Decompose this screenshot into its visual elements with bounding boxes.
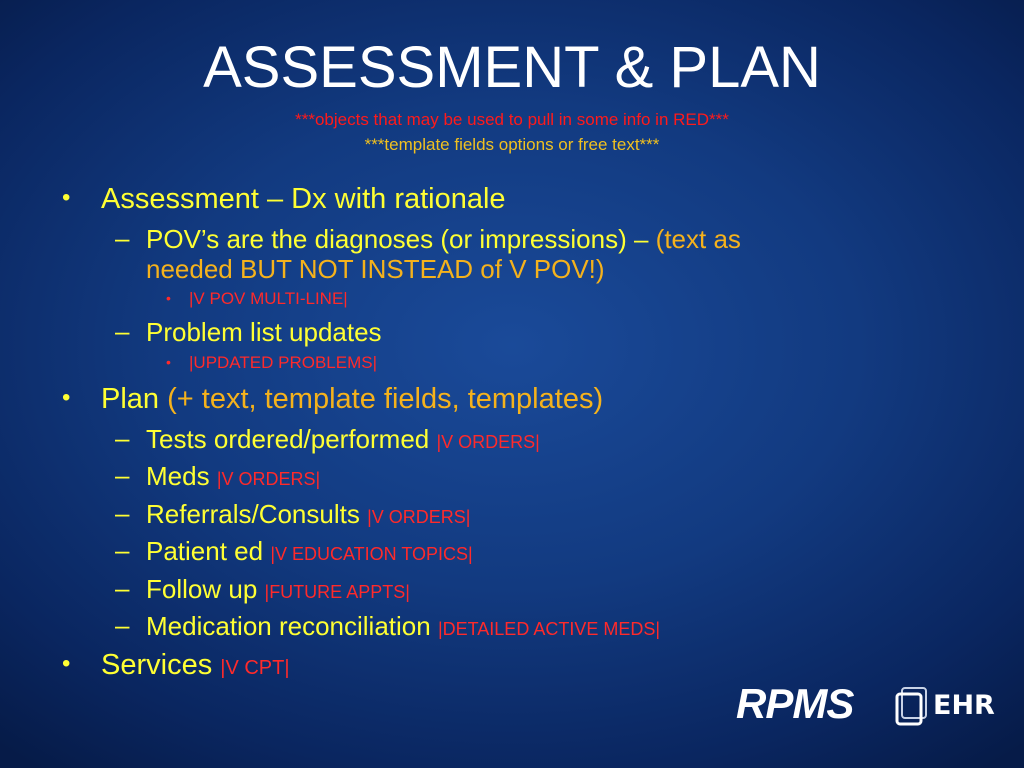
plan-item-object: |FUTURE APPTS| [264, 582, 410, 602]
pov-object: |V POV MULTI-LINE| [189, 289, 348, 308]
pov-text: POV’s are the diagnoses (or impressions) – [146, 224, 649, 254]
plan-item-object: |V ORDERS| [436, 432, 540, 452]
plan-item-text: Referrals/Consults [146, 499, 360, 529]
bullet-icon: • [166, 290, 171, 306]
services-item [101, 648, 290, 685]
logo-window-icon [894, 686, 930, 726]
plan-item-object: |V ORDERS| [216, 469, 321, 489]
rpms-ehr-logo [736, 680, 996, 728]
plan-item [146, 574, 410, 607]
problem-list-object: |UPDATED PROBLEMS| [189, 353, 377, 372]
dash-icon: – [115, 610, 130, 640]
dash-icon: – [115, 573, 130, 603]
plan-item-text: Meds [146, 461, 210, 491]
services-label: Services [101, 649, 213, 681]
plan-item-object: |V EDUCATION TOPICS| [270, 544, 473, 564]
bullet-icon: • [62, 384, 71, 411]
services-object: |V CPT| [220, 657, 290, 679]
dash-icon: – [115, 498, 130, 528]
dash-icon: – [115, 223, 130, 253]
assessment-heading: Assessment – Dx with rationale [101, 183, 506, 215]
plan-item [146, 499, 470, 532]
plan-item [146, 461, 320, 494]
subtitle-red-objects: ***objects that may be used to pull in some info in RED*** [295, 110, 729, 129]
plan-item [146, 424, 540, 457]
plan-item-object: |V ORDERS| [367, 507, 471, 527]
dash-icon: – [115, 316, 130, 346]
pov-note: (text as [655, 224, 741, 254]
slide-title: ASSESSMENT & PLAN [203, 35, 821, 100]
problem-list-text: Problem list updates [146, 317, 382, 347]
logo-ehr-text: EHR [933, 690, 995, 721]
plan-item-object: |DETAILED ACTIVE MEDS| [437, 619, 661, 639]
logo-rpms-text: RPMS [736, 680, 854, 727]
plan-item-text: Follow up [146, 574, 258, 604]
plan-item-text: Medication reconciliation [146, 611, 431, 641]
dash-icon: – [115, 423, 130, 453]
bullet-icon: • [62, 650, 71, 677]
plan-item [146, 611, 660, 644]
plan-item-text: Tests ordered/performed [146, 424, 430, 454]
dash-icon: – [115, 460, 130, 490]
pov-item [146, 224, 741, 254]
subtitle-template-fields: ***template fields options or free text*** [364, 135, 660, 154]
bullet-icon: • [166, 354, 171, 370]
plan-item-text: Patient ed [146, 536, 264, 566]
plan-label: Plan [101, 383, 160, 415]
plan-note: (+ text, template fields, templates) [167, 383, 604, 415]
bullet-icon: • [62, 184, 71, 211]
plan-heading [101, 382, 603, 416]
pov-note-continued: needed BUT NOT INSTEAD of V POV!) [146, 254, 605, 284]
dash-icon: – [115, 535, 130, 565]
plan-item [146, 536, 473, 569]
